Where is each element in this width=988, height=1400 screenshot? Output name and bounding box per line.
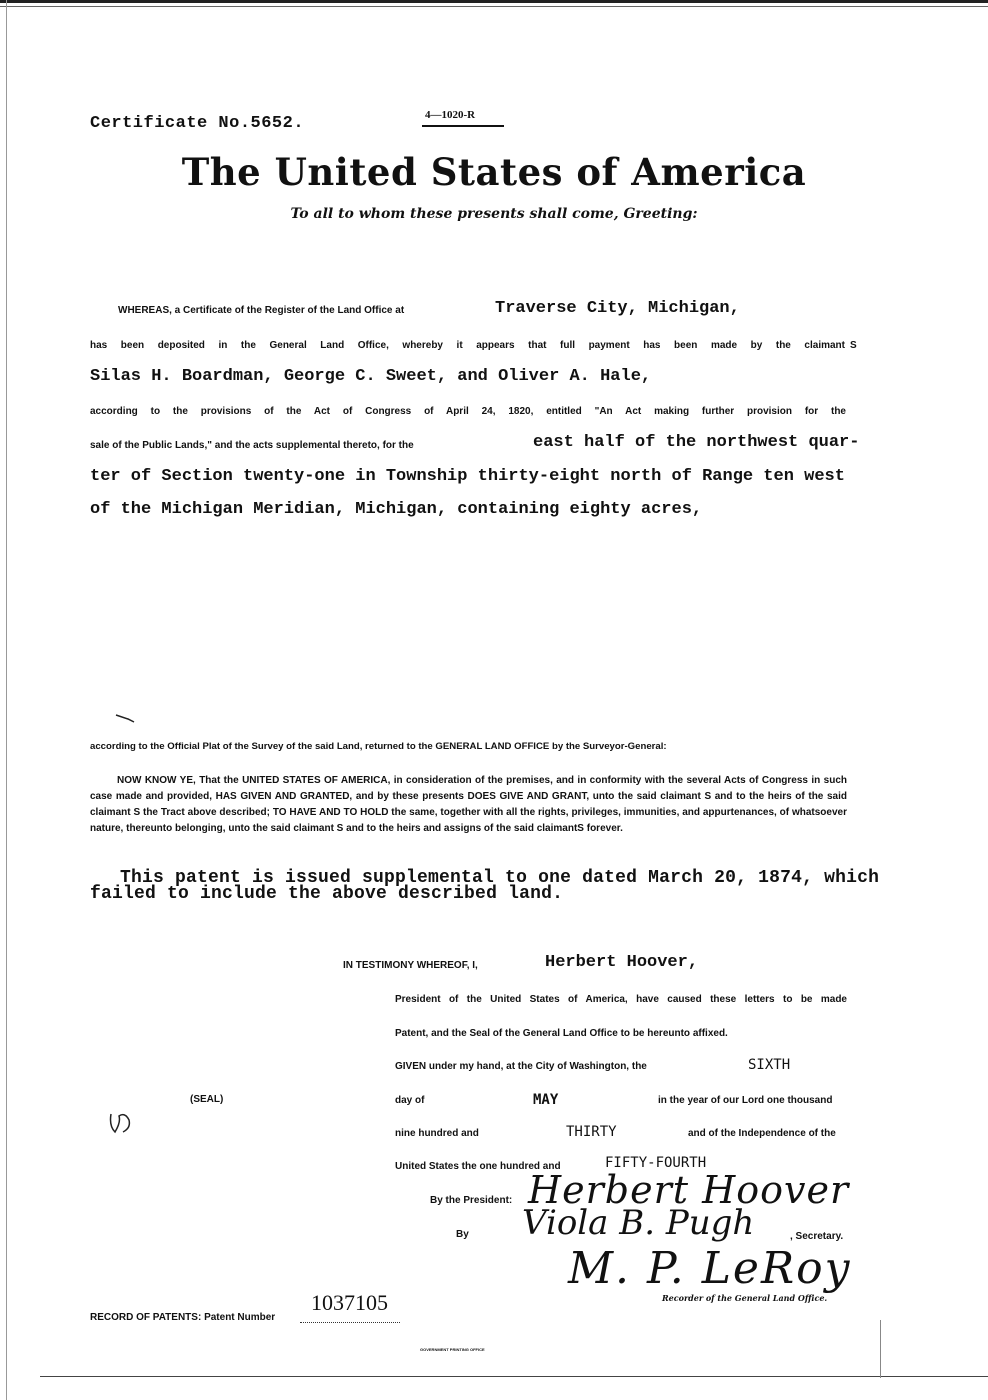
recorder-label: Recorder of the General Land Office. <box>662 1293 828 1303</box>
form-number-underline <box>422 125 504 127</box>
record-label: RECORD OF PATENTS: Patent Number <box>90 1312 276 1323</box>
greeting: To all to whom these presents shall come, Greeting: <box>290 206 698 222</box>
day-value: SIXTH <box>748 1057 791 1073</box>
month-value: MAY <box>533 1092 559 1108</box>
certificate-number: Certificate No.5652. <box>90 114 305 133</box>
testimony-label: IN TESTIMONY WHEREOF, I, <box>343 960 478 971</box>
land-line-2: ter of Section twenty-one in Township thirty-eight north of Range ten west <box>90 467 845 486</box>
whereas-label: WHEREAS, a Certificate of the Register of the Land Office at <box>118 305 405 316</box>
provisions-text: according to the provisions of the Act of Congress of April 24, 1820, entitled "An Act making further provision for the <box>90 406 846 417</box>
independence-text: and of the Independence of the <box>688 1128 836 1139</box>
testimony-line-1: President of the United States of America, have caused these letters to be made <box>395 994 847 1005</box>
plat-text: according to the Official Plat of the Survey of the said Land, returned to the GENERAL LAND OFFICE by the Surveyor-General: <box>90 741 667 752</box>
day-of-text: day of <box>395 1095 425 1106</box>
secretary-label: , Secretary. <box>790 1231 844 1242</box>
united-states-text: United States the one hundred and <box>395 1161 561 1172</box>
testimony-line-2: Patent, and the Seal of the General Land Office to be hereunto affixed. <box>395 1028 728 1039</box>
patent-number: 1037105 <box>311 1290 388 1315</box>
recorder-signature: M. P. LeRoy <box>568 1243 852 1294</box>
supplemental-line-1: This patent is issued supplemental to one dated March 20, 1874, which <box>120 868 880 888</box>
form-number: 4—1020-R <box>425 109 476 121</box>
document-title: The United States of America <box>181 150 807 194</box>
page-top-border <box>0 0 988 3</box>
stray-mark <box>116 713 136 723</box>
sale-text: sale of the Public Lands," and the acts supplemental thereto, for the <box>90 440 414 451</box>
land-line-1: east half of the northwest quar- <box>533 433 860 452</box>
land-office: Traverse City, Michigan, <box>495 299 740 318</box>
seal-mark <box>107 1110 133 1136</box>
nine-hundred-text: nine hundred and <box>395 1128 479 1139</box>
supplemental-line-2: failed to include the above described land. <box>90 884 564 904</box>
seal-label: (SEAL) <box>190 1094 224 1105</box>
president-name: Herbert Hoover, <box>545 953 699 972</box>
by-president-label: By the President: <box>430 1195 513 1206</box>
page-bottom-rule <box>40 1376 988 1377</box>
year-text: in the year of our Lord one thousand <box>658 1095 833 1106</box>
given-text: GIVEN under my hand, at the City of Washington, the <box>395 1061 647 1072</box>
claimant-suffix: S <box>850 340 857 351</box>
deposited-text: has been deposited in the General Land Office, whereby it appears that full payment has been made by the claimant <box>90 340 845 351</box>
page-top-rule <box>0 6 988 7</box>
secretary-signature: Viola B. Pugh <box>522 1203 755 1243</box>
year-value: THIRTY <box>566 1124 617 1140</box>
claimants: Silas H. Boardman, George C. Sweet, and Oliver A. Hale, <box>90 367 652 386</box>
printer-imprint: GOVERNMENT PRINTING OFFICE <box>420 1347 485 1352</box>
by-label: By <box>456 1229 469 1240</box>
land-line-3: of the Michigan Meridian, Michigan, containing eighty acres, <box>90 500 703 519</box>
patent-number-line <box>300 1322 400 1323</box>
page-right-edge <box>880 1320 881 1378</box>
president-signature: Herbert Hoover <box>528 1168 850 1212</box>
now-know-ye: NOW KNOW YE, That the UNITED STATES OF AMERICA, in consideration of the premises, and in conformity with the several Acts of Congress in such case made and provided, HAS GIVEN AND GRANTED, and by these presents DOES GIVE AND GRANT, unto the said claimant S and to the heirs of the said claimant S the Tract above described; TO HAVE AND TO HOLD the same, together with all the rights, privileges, immunities, and appurtenances, of whatsoever nature, thereunto belonging, unto the said claimant S and to the heirs and assigns of the said claimantS forever. <box>90 775 847 834</box>
independence-year-value: FIFTY-FOURTH <box>605 1155 707 1171</box>
